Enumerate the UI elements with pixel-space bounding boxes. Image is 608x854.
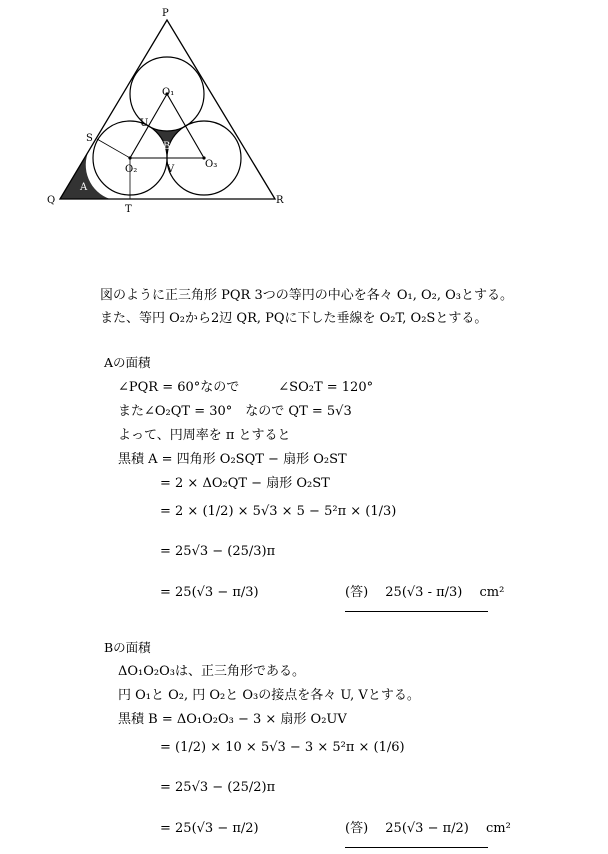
- label-b: B: [163, 141, 171, 152]
- section-b-line: 黒積 B = ΔO₁O₂O₃ − 3 × 扇形 O₂UV: [118, 712, 347, 727]
- section-a-line: 黒積 A = 四角形 O₂SQT − 扇形 O₂ST: [118, 452, 347, 467]
- label-s: S: [86, 133, 93, 144]
- section-b-answer: (答) 25(√3 − π/2) cm²: [345, 821, 511, 836]
- section-b-line: ΔO₁O₂O₃は、正三角形である。: [118, 664, 305, 679]
- section-a-line: よって、円周率を π とすると: [118, 428, 291, 443]
- point-o2: [128, 156, 131, 159]
- label-u: U: [140, 118, 149, 129]
- label-o2: O₂: [125, 164, 138, 175]
- intro-line-1: 図のように正三角形 PQR 3つの等円の中心を各々 O₁, O₂, O₃とする。: [100, 288, 513, 303]
- section-b-line: = 25(√3 − π/2): [160, 821, 259, 836]
- label-t: T: [125, 204, 132, 215]
- section-a-line: = 25(√3 − π/3): [160, 585, 259, 600]
- section-b-heading: Bの面積: [104, 640, 151, 655]
- label-o1: O₁: [162, 87, 175, 98]
- label-o3: O₃: [205, 159, 218, 170]
- section-a-line: = 2 × (1/2) × 5√3 × 5 − 5²π × (1/3): [160, 504, 397, 519]
- section-a-answer-rule: [345, 611, 488, 612]
- label-v: V: [167, 164, 175, 175]
- segment-o2-s: [97, 139, 130, 158]
- section-a-answer: (答) 25(√3 - π/3) cm²: [345, 585, 505, 600]
- label-r: R: [276, 195, 284, 206]
- section-a-line: = 2 × ΔO₂QT − 扇形 O₂ST: [160, 476, 330, 491]
- section-b-line: = (1/2) × 10 × 5√3 − 3 × 5²π × (1/6): [160, 740, 405, 755]
- section-a-line: また∠O₂QT = 30° なので QT = 5√3: [118, 404, 352, 419]
- section-b-line: = 25√3 − (25/2)π: [160, 780, 276, 795]
- section-b-line: 円 O₁と O₂, 円 O₂と O₃の接点を各々 U, Vとする。: [118, 688, 420, 703]
- geometry-figure: [0, 0, 608, 230]
- label-p: P: [162, 8, 169, 19]
- label-a: A: [80, 182, 88, 193]
- intro-line-2: また、等円 O₂から2辺 QR, PQに下した垂線を O₂T, O₂Sとする。: [100, 311, 488, 326]
- section-a-line: ∠PQR = 60°なので ∠SO₂T = 120°: [118, 380, 374, 395]
- label-q: Q: [47, 195, 56, 206]
- section-a-heading: Aの面積: [104, 355, 151, 370]
- section-b-answer-rule: [345, 847, 488, 848]
- section-a-line: = 25√3 − (25/3)π: [160, 544, 276, 559]
